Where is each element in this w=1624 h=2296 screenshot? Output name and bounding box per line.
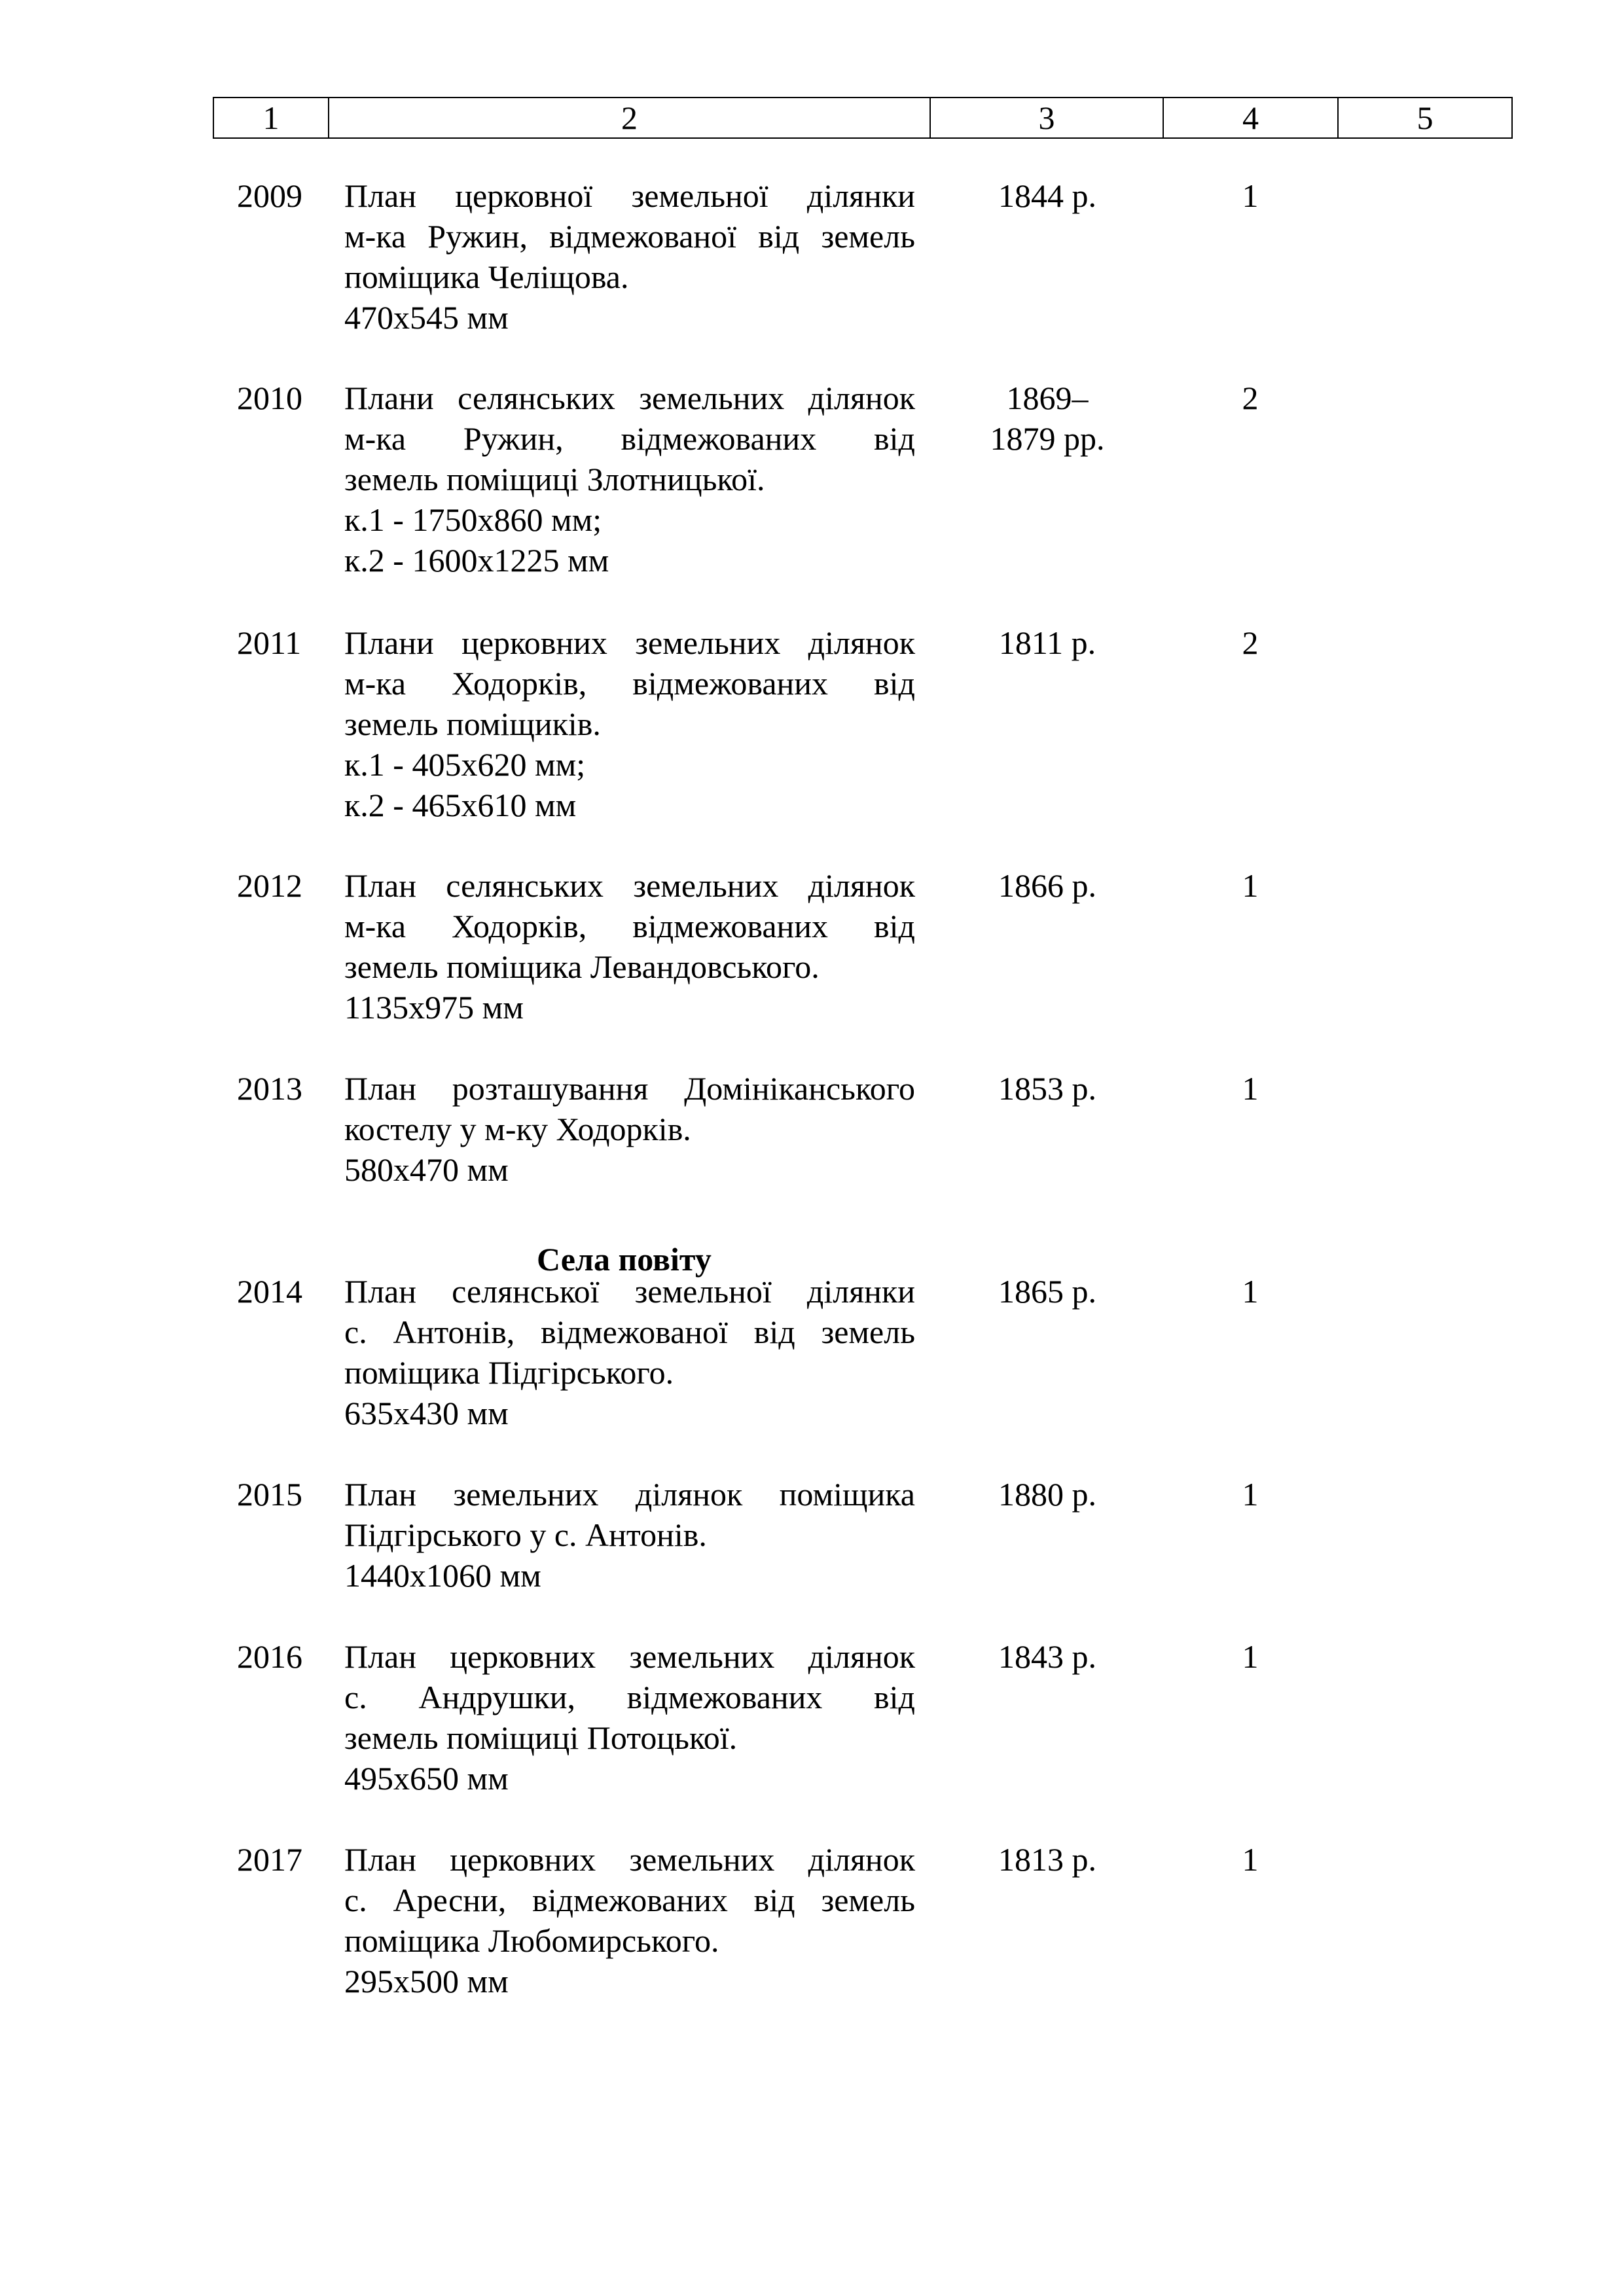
date-line: 1853 р. bbox=[998, 1070, 1096, 1107]
entry-date bbox=[956, 1474, 1139, 1515]
entry-date bbox=[956, 622, 1139, 663]
description-line: м-ка Ружин, відмежованих від bbox=[344, 420, 915, 457]
entry-description bbox=[344, 1271, 915, 1433]
date-line: 1880 р. bbox=[998, 1476, 1096, 1513]
date-line: 1843 р. bbox=[998, 1638, 1096, 1675]
entry-sheet-count: 1 bbox=[1242, 1476, 1259, 1513]
column-header-row bbox=[213, 98, 1512, 138]
entry-number: 2017 bbox=[237, 1841, 302, 1878]
entry-description bbox=[344, 865, 915, 1028]
description-line: поміщика Челіщова. bbox=[344, 259, 629, 295]
entry-date bbox=[956, 1068, 1139, 1109]
description-line: Плани церковних земельних ділянок bbox=[344, 624, 915, 661]
description-line: к.1 - 1750х860 мм; bbox=[344, 501, 602, 538]
description-line: с. Андрушки, відмежованих від bbox=[344, 1679, 915, 1715]
date-line: 1866 р. bbox=[998, 867, 1096, 904]
entry-sheet-count: 1 bbox=[1242, 177, 1259, 214]
entry-date bbox=[956, 1839, 1139, 1880]
description-line: к.2 - 465х610 мм bbox=[344, 787, 577, 823]
description-line: 295х500 мм bbox=[344, 1963, 509, 2000]
description-line: с. Антонів, відмежованої від земель bbox=[344, 1314, 915, 1350]
date-line: 1865 р. bbox=[998, 1273, 1096, 1310]
entry-description bbox=[344, 1839, 915, 2001]
entry-number: 2016 bbox=[237, 1638, 302, 1675]
description-line: 495х650 мм bbox=[344, 1760, 509, 1797]
description-line: к.1 - 405х620 мм; bbox=[344, 746, 586, 783]
description-line: земель поміщиків. bbox=[344, 706, 601, 742]
description-line: 1440х1060 мм bbox=[344, 1557, 541, 1594]
date-line: 1811 р. bbox=[998, 624, 1096, 661]
entry-number: 2011 bbox=[237, 624, 302, 661]
entry-date bbox=[956, 378, 1139, 459]
description-line: План церковних земельних ділянок bbox=[344, 1841, 915, 1878]
description-line: План розташування Домініканського bbox=[344, 1070, 915, 1107]
description-line: Підгірського у с. Антонів. bbox=[344, 1516, 707, 1553]
description-line: костелу у м-ку Ходорків. bbox=[344, 1111, 691, 1147]
description-line: План церковної земельної ділянки bbox=[344, 177, 915, 214]
description-line: м-ка Ружин, відмежованої від земель bbox=[344, 218, 915, 255]
description-line: земель поміщиці Потоцької. bbox=[344, 1719, 738, 1756]
entry-sheet-count: 1 bbox=[1242, 1638, 1259, 1675]
description-line: земель поміщиці Злотницької. bbox=[344, 461, 765, 497]
entry-date bbox=[956, 865, 1139, 906]
date-line: 1879 рр. bbox=[990, 420, 1105, 457]
entry-sheet-count: 2 bbox=[1242, 380, 1259, 416]
entry-date bbox=[956, 1271, 1139, 1312]
entry-description bbox=[344, 1068, 915, 1190]
description-line: к.2 - 1600х1225 мм bbox=[344, 542, 609, 579]
description-line: План селянської земельної ділянки bbox=[344, 1273, 915, 1310]
description-line: с. Аресни, відмежованих від земель bbox=[344, 1882, 915, 1918]
column-header-2: 2 bbox=[329, 98, 930, 138]
entry-description bbox=[344, 378, 915, 581]
description-line: 1135х975 мм bbox=[344, 989, 524, 1026]
date-line: 1844 р. bbox=[998, 177, 1096, 214]
entry-number: 2015 bbox=[237, 1476, 302, 1513]
description-line: поміщика Любомирського. bbox=[344, 1922, 719, 1959]
entry-sheet-count: 2 bbox=[1242, 624, 1259, 661]
section-heading: Села повіту bbox=[537, 1241, 712, 1278]
column-header-3: 3 bbox=[930, 98, 1163, 138]
entry-date bbox=[956, 1636, 1139, 1677]
description-line: План земельних ділянок поміщика bbox=[344, 1476, 915, 1513]
description-line: м-ка Ходорків, відмежованих від bbox=[344, 665, 915, 702]
entry-number: 2010 bbox=[237, 380, 302, 416]
entry-number: 2012 bbox=[237, 867, 302, 904]
description-line: поміщика Підгірського. bbox=[344, 1354, 674, 1391]
column-header-1: 1 bbox=[213, 98, 329, 138]
description-line: План церковних земельних ділянок bbox=[344, 1638, 915, 1675]
column-header-5: 5 bbox=[1338, 98, 1512, 138]
date-line: 1813 р. bbox=[998, 1841, 1096, 1878]
entry-description bbox=[344, 622, 915, 825]
entry-number: 2014 bbox=[237, 1273, 302, 1310]
description-line: земель поміщика Левандовського. bbox=[344, 948, 820, 985]
entry-number: 2009 bbox=[237, 177, 302, 214]
entry-description bbox=[344, 1474, 915, 1596]
date-line: 1869– bbox=[1006, 380, 1089, 416]
entry-sheet-count: 1 bbox=[1242, 1070, 1259, 1107]
description-line: Плани селянських земельних ділянок bbox=[344, 380, 915, 416]
entry-date bbox=[956, 175, 1139, 216]
description-line: 470х545 мм bbox=[344, 299, 509, 336]
entry-sheet-count: 1 bbox=[1242, 1841, 1259, 1878]
column-header-4: 4 bbox=[1163, 98, 1338, 138]
description-line: 580х470 мм bbox=[344, 1151, 509, 1188]
description-line: 635х430 мм bbox=[344, 1395, 509, 1431]
entry-sheet-count: 1 bbox=[1242, 1273, 1259, 1310]
description-line: м-ка Ходорків, відмежованих від bbox=[344, 908, 915, 944]
column-header-table bbox=[213, 97, 1513, 139]
description-line: План селянських земельних ділянок bbox=[344, 867, 915, 904]
entry-description bbox=[344, 1636, 915, 1799]
entry-sheet-count: 1 bbox=[1242, 867, 1259, 904]
entry-number: 2013 bbox=[237, 1070, 302, 1107]
entry-description bbox=[344, 175, 915, 338]
